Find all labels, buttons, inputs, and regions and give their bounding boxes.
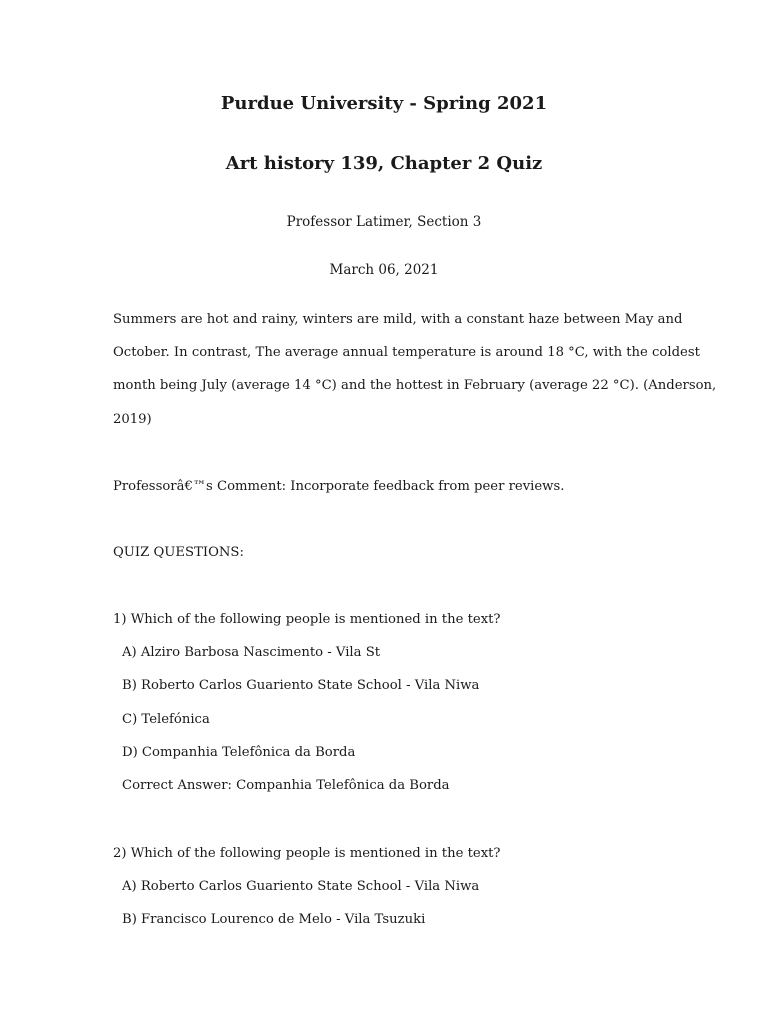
question-1-option-a: A) Alziro Barbosa Nascimento - Vila St	[122, 645, 381, 660]
question-1-option-c: C) Telefónica	[122, 712, 210, 727]
university-heading: Purdue University - Spring 2021	[220, 93, 548, 114]
question-1-option-d: D) Companhia Telefônica da Borda	[122, 745, 356, 760]
passage-line: month being July (average 14 °C) and the hottest in February (average 22 °C). (Anderson,	[113, 378, 717, 393]
question-2-prompt: 2) Which of the following people is mentioned in the text?	[113, 846, 501, 861]
question-2-option-b: B) Francisco Lourenco de Melo - Vila Tsuzuki	[122, 912, 426, 927]
quiz-heading: QUIZ QUESTIONS:	[113, 545, 244, 560]
course-title: Art history 139, Chapter 2 Quiz	[225, 153, 543, 174]
passage-line: Summers are hot and rainy, winters are mild, with a constant haze between May and	[113, 312, 683, 327]
professor-comment: Professorâ€™s Comment: Incorporate feedback from peer reviews.	[113, 479, 565, 494]
question-1-option-b: B) Roberto Carlos Guariento State School - Vila Niwa	[122, 678, 480, 693]
quiz-date: March 06, 2021	[329, 262, 439, 278]
question-1-correct-answer: Correct Answer: Companhia Telefônica da Borda	[122, 778, 450, 793]
passage-line: October. In contrast, The average annual temperature is around 18 °C, with the coldest	[113, 345, 700, 360]
question-1-prompt: 1) Which of the following people is mentioned in the text?	[113, 612, 501, 627]
question-2-option-a: A) Roberto Carlos Guariento State School - Vila Niwa	[122, 879, 480, 894]
professor-section: Professor Latimer, Section 3	[286, 214, 482, 230]
passage-line: 2019)	[113, 412, 152, 427]
